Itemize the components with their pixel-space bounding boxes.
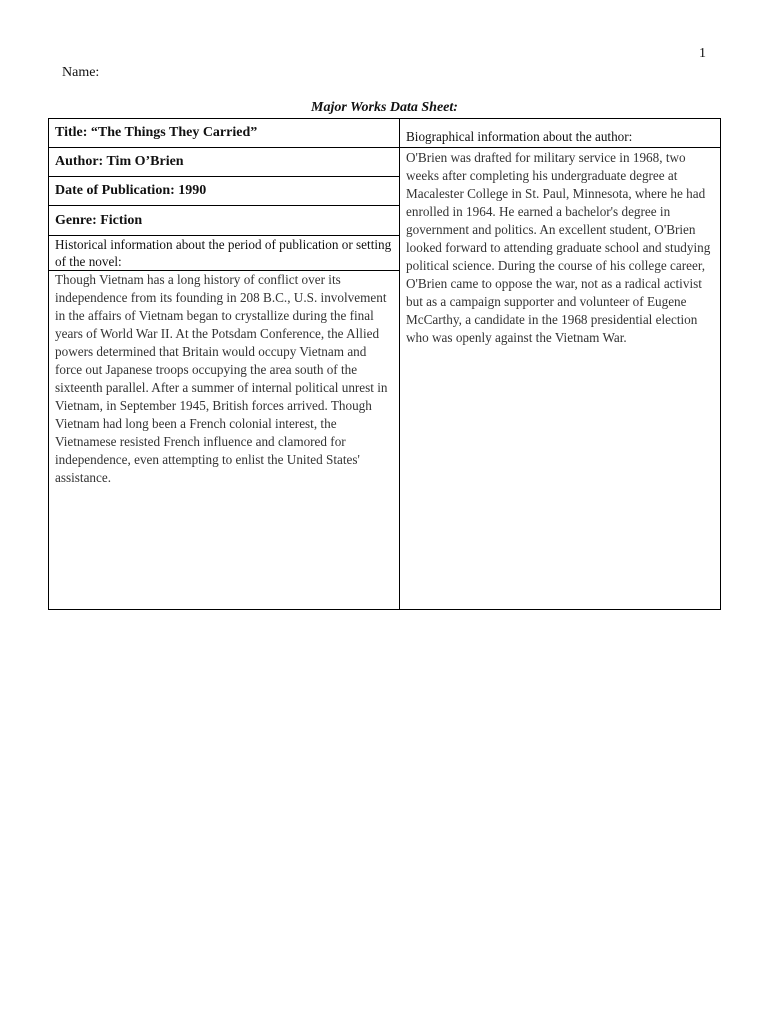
- publication-date-field: Date of Publication: 1990: [49, 177, 399, 206]
- name-label: Name:: [62, 65, 100, 80]
- left-column: [49, 119, 400, 609]
- historical-info-heading: Historical information about the period of publication or setting of the novel:: [49, 236, 399, 271]
- page-number: 1: [699, 46, 706, 61]
- biographical-info-heading: Biographical information about the author:: [400, 119, 720, 148]
- author-field: Author: Tim O’Brien: [49, 148, 399, 177]
- sheet-title: Major Works Data Sheet:: [311, 100, 458, 115]
- right-column: [400, 119, 720, 609]
- historical-info-text: Though Vietnam has a long history of conflict over its independence from its founding in 208 B.C., U.S. involvement in the affairs of Vietnam began to crystallize during the final years of World War II. At the Potsdam Conference, the Allied powers determined that Britain would occupy Vietnam and force out Japanese troops occupying the area south of the sixteenth parallel. After a summer of internal political unrest in Vietnam, in September 1945, British forces arrived. Though Vietnam had long been a French colonial interest, the Vietnamese resisted French influence and clamored for independence, even attempting to enlist the United States' assistance.: [55, 272, 388, 485]
- genre-field: Genre: Fiction: [49, 206, 399, 236]
- biographical-info-text: O'Brien was drafted for military service in 1968, two weeks after completing his undergraduate degree at Macalester College in St. Paul, Minnesota, where he had enrolled in 1964. He earned a bachelor's degree in government and politics. An excellent student, O'Brien looked forward to attending graduate school and studying political science. During the course of his college career, O'Brien came to oppose the war, not as a radical activist but as a campaign supporter and volunteer of Eugene McCarthy, a candidate in the 1968 presidential election who was openly against the Vietnam War.: [406, 150, 711, 345]
- title-field: Title: “The Things They Carried”: [49, 119, 399, 148]
- data-sheet-table: [48, 118, 721, 610]
